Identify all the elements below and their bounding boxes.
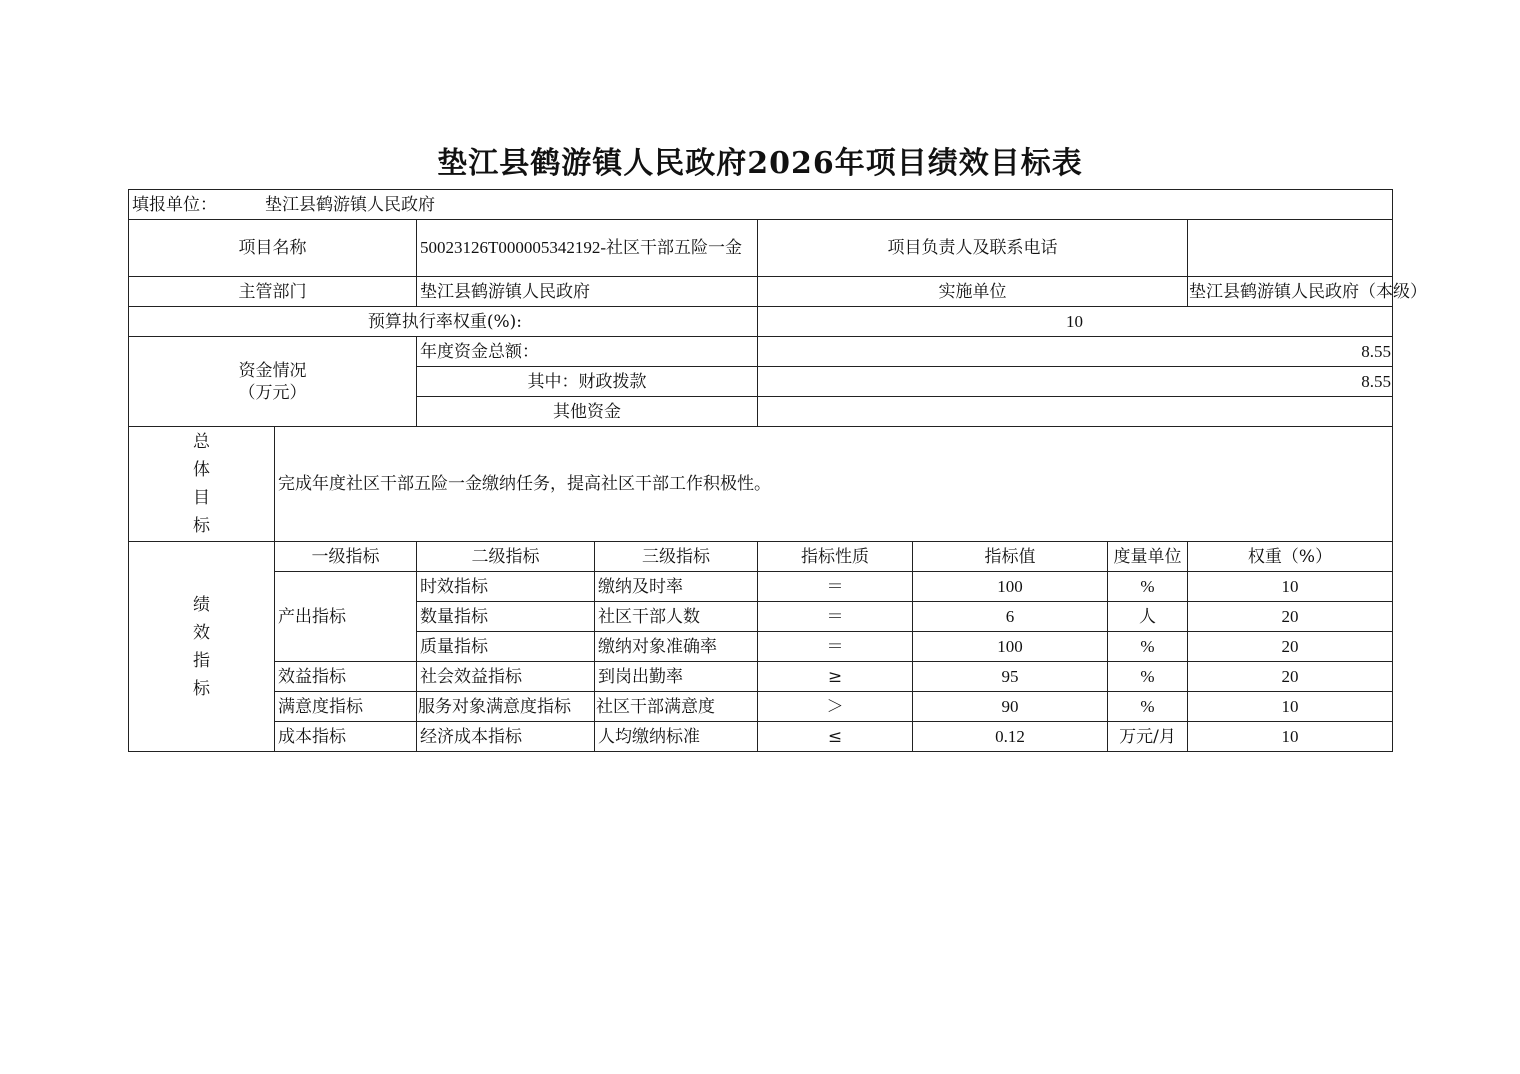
header-weight: 权重（%） — [1188, 542, 1393, 572]
weight-cell: 20 — [1188, 662, 1393, 692]
header-level2: 二级指标 — [417, 542, 595, 572]
value-cell: 100 — [913, 572, 1108, 602]
level2-cell: 社会效益指标 — [417, 662, 595, 692]
budget-weight-row — [129, 307, 1393, 337]
overall-goal-char: 目 — [193, 488, 210, 508]
level2-cell: 经济成本指标 — [417, 722, 595, 752]
table-row — [129, 662, 1393, 692]
unit-cell: 人 — [1108, 602, 1188, 632]
header-level3: 三级指标 — [595, 542, 758, 572]
funds-other-value — [758, 397, 1393, 427]
level2-cell: 质量指标 — [417, 632, 595, 662]
funds-label-line1: 资金情况 — [238, 360, 307, 381]
unit-cell: % — [1108, 662, 1188, 692]
funds-label-line2: （万元） — [238, 382, 307, 403]
overall-goal-label — [129, 427, 275, 542]
header-value: 指标值 — [913, 542, 1108, 572]
fill-unit-cell — [129, 190, 1393, 220]
weight-cell: 10 — [1188, 722, 1393, 752]
dept-label: 主管部门 — [129, 277, 417, 307]
dept-value: 垫江县鹤游镇人民政府 — [417, 277, 758, 307]
value-cell: 95 — [913, 662, 1108, 692]
nature-cell: ＝ — [758, 572, 913, 602]
overall-goal-text: 完成年度社区干部五险一金缴纳任务，提高社区干部工作积极性。 — [275, 427, 1393, 542]
level3-cell: 到岗出勤率 — [595, 662, 758, 692]
weight-cell: 10 — [1188, 692, 1393, 722]
project-name-value: 50023126T000005342192-社区干部五险一金 — [417, 220, 758, 277]
value-cell: 100 — [913, 632, 1108, 662]
fill-unit-row — [129, 190, 1393, 220]
level1-cell: 成本指标 — [275, 722, 417, 752]
level2-cell: 服务对象满意度指标 — [417, 692, 595, 722]
table-row — [129, 722, 1393, 752]
header-nature: 指标性质 — [758, 542, 913, 572]
project-contact-value — [1188, 220, 1393, 277]
overall-goal-char: 体 — [193, 460, 210, 480]
overall-goal-row — [129, 427, 1393, 542]
table-row — [129, 692, 1393, 722]
unit-cell: % — [1108, 692, 1188, 722]
table-row — [129, 572, 1393, 602]
funds-label — [129, 337, 417, 427]
perf-label — [129, 542, 275, 752]
perf-label-char: 绩 — [193, 594, 210, 615]
impl-unit-value: 垫江县鹤游镇人民政府（本级） — [1188, 277, 1393, 307]
perf-label-char: 标 — [193, 678, 210, 699]
perf-label-char: 指 — [193, 650, 210, 671]
perf-header-row — [129, 542, 1393, 572]
weight-cell: 20 — [1188, 632, 1393, 662]
level3-cell: 缴纳及时率 — [595, 572, 758, 602]
overall-goal-char: 总 — [193, 432, 210, 452]
header-unit: 度量单位 — [1108, 542, 1188, 572]
fill-unit-value: 垫江县鹤游镇人民政府 — [265, 194, 435, 215]
impl-unit-label: 实施单位 — [758, 277, 1188, 307]
level1-cell: 满意度指标 — [275, 692, 417, 722]
level3-cell: 社区干部满意度 — [595, 692, 758, 722]
unit-cell: 万元/月 — [1108, 722, 1188, 752]
funds-total-label: 年度资金总额： — [417, 337, 758, 367]
level3-cell: 人均缴纳标准 — [595, 722, 758, 752]
level1-cell: 效益指标 — [275, 662, 417, 692]
funds-total-row — [129, 337, 1393, 367]
fill-unit-label: 填报单位： — [132, 194, 217, 215]
funds-fiscal-label: 其中：财政拨款 — [417, 367, 758, 397]
nature-cell: ＞ — [758, 692, 913, 722]
nature-cell: ＝ — [758, 632, 913, 662]
weight-cell: 20 — [1188, 602, 1393, 632]
dept-row — [129, 277, 1393, 307]
perf-label-char: 效 — [193, 622, 210, 643]
level3-cell: 缴纳对象准确率 — [595, 632, 758, 662]
project-name-row — [129, 220, 1393, 277]
level3-cell: 社区干部人数 — [595, 602, 758, 632]
value-cell: 90 — [913, 692, 1108, 722]
unit-cell: % — [1108, 572, 1188, 602]
budget-weight-value: 10 — [758, 307, 1393, 337]
nature-cell: ≤ — [758, 722, 913, 752]
nature-cell: ＝ — [758, 602, 913, 632]
overall-goal-char: 标 — [193, 516, 210, 536]
nature-cell: ≥ — [758, 662, 913, 692]
value-cell: 6 — [913, 602, 1108, 632]
level2-cell: 时效指标 — [417, 572, 595, 602]
project-contact-label: 项目负责人及联系电话 — [758, 220, 1188, 277]
page-title: 垫江县鹤游镇人民政府2026年项目绩效目标表 — [437, 146, 1083, 181]
header-level1: 一级指标 — [275, 542, 417, 572]
funds-fiscal-value: 8.55 — [758, 367, 1393, 397]
weight-cell: 10 — [1188, 572, 1393, 602]
level2-cell: 数量指标 — [417, 602, 595, 632]
funds-total-value: 8.55 — [758, 337, 1393, 367]
budget-weight-label: 预算执行率权重(%): — [129, 307, 758, 337]
project-name-label: 项目名称 — [129, 220, 417, 277]
performance-form-table — [128, 189, 1427, 752]
unit-cell: % — [1108, 632, 1188, 662]
funds-other-label: 其他资金 — [417, 397, 758, 427]
level1-cell: 产出指标 — [275, 572, 417, 662]
value-cell: 0.12 — [913, 722, 1108, 752]
